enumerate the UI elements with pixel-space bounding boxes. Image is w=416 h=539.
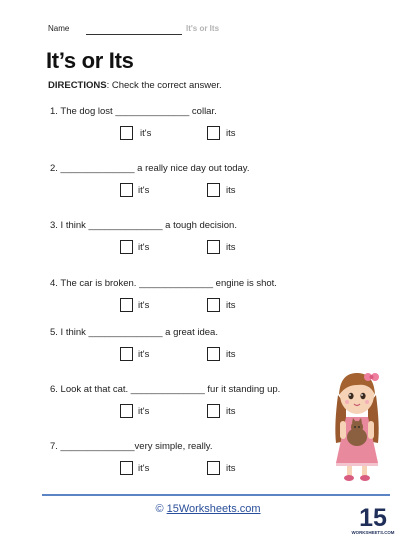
logo-caption: WORKSHEETS.COM bbox=[351, 530, 395, 535]
page-title: It’s or Its bbox=[46, 48, 134, 73]
footer-site-link[interactable]: 15Worksheets.com bbox=[166, 503, 261, 515]
name-line[interactable] bbox=[86, 34, 182, 35]
checkbox-q2-its-contraction[interactable] bbox=[120, 183, 133, 197]
question-7: 7. ______________very simple, really. bbox=[50, 441, 213, 452]
name-label: Name bbox=[48, 24, 70, 33]
question-1: 1. The dog lost ______________ collar. bbox=[50, 106, 217, 117]
question-5: 5. I think ______________ a great idea. bbox=[50, 327, 218, 338]
15worksheets-logo bbox=[351, 500, 395, 536]
option-q2-its-contraction: it's bbox=[138, 185, 150, 196]
directions-label: DIRECTIONS bbox=[48, 80, 107, 91]
checkbox-q7-its-contraction[interactable] bbox=[120, 461, 133, 475]
option-q1-its-possessive: its bbox=[226, 128, 236, 139]
worksheet-subtitle: It's or Its bbox=[186, 24, 220, 33]
checkbox-q4-its-contraction[interactable] bbox=[120, 298, 133, 312]
footer bbox=[0, 503, 416, 515]
question-3: 3. I think ______________ a tough decision. bbox=[50, 220, 237, 231]
checkbox-q3-its-possessive[interactable] bbox=[207, 240, 220, 254]
option-q5-its-possessive: its bbox=[226, 349, 236, 360]
checkbox-q7-its-possessive[interactable] bbox=[207, 461, 220, 475]
question-4: 4. The car is broken. ______________ engine is shot. bbox=[50, 278, 277, 289]
option-q6-its-contraction: it's bbox=[138, 406, 150, 417]
option-q3-its-possessive: its bbox=[226, 242, 236, 253]
option-q7-its-possessive: its bbox=[226, 463, 236, 474]
checkbox-q5-its-possessive[interactable] bbox=[207, 347, 220, 361]
option-q1-its-contraction: it's bbox=[140, 128, 152, 139]
checkbox-q5-its-contraction[interactable] bbox=[120, 347, 133, 361]
checkbox-q2-its-possessive[interactable] bbox=[207, 183, 220, 197]
copyright-symbol: © bbox=[155, 503, 164, 515]
option-q7-its-contraction: it's bbox=[138, 463, 150, 474]
checkbox-q3-its-contraction[interactable] bbox=[120, 240, 133, 254]
option-q4-its-contraction: it's bbox=[138, 300, 150, 311]
question-6: 6. Look at that cat. ______________ fur it standing up. bbox=[50, 384, 281, 395]
checkbox-q1-its-contraction[interactable] bbox=[120, 126, 133, 140]
checkbox-q4-its-possessive[interactable] bbox=[207, 298, 220, 312]
option-q5-its-contraction: it's bbox=[138, 349, 150, 360]
checkbox-q6-its-contraction[interactable] bbox=[120, 404, 133, 418]
option-q4-its-possessive: its bbox=[226, 300, 236, 311]
checkbox-q6-its-possessive[interactable] bbox=[207, 404, 220, 418]
option-q6-its-possessive: its bbox=[226, 406, 236, 417]
option-q3-its-contraction: it's bbox=[138, 242, 150, 253]
question-2: 2. ______________ a really nice day out today. bbox=[50, 163, 250, 174]
checkbox-q1-its-possessive[interactable] bbox=[207, 126, 220, 140]
bottom-rule bbox=[42, 494, 390, 496]
option-q2-its-possessive: its bbox=[226, 185, 236, 196]
directions-text: : Check the correct answer. bbox=[106, 80, 222, 91]
girl-with-cat-illustration bbox=[326, 365, 388, 483]
directions bbox=[48, 80, 222, 91]
logo-number: 15 bbox=[359, 504, 387, 532]
